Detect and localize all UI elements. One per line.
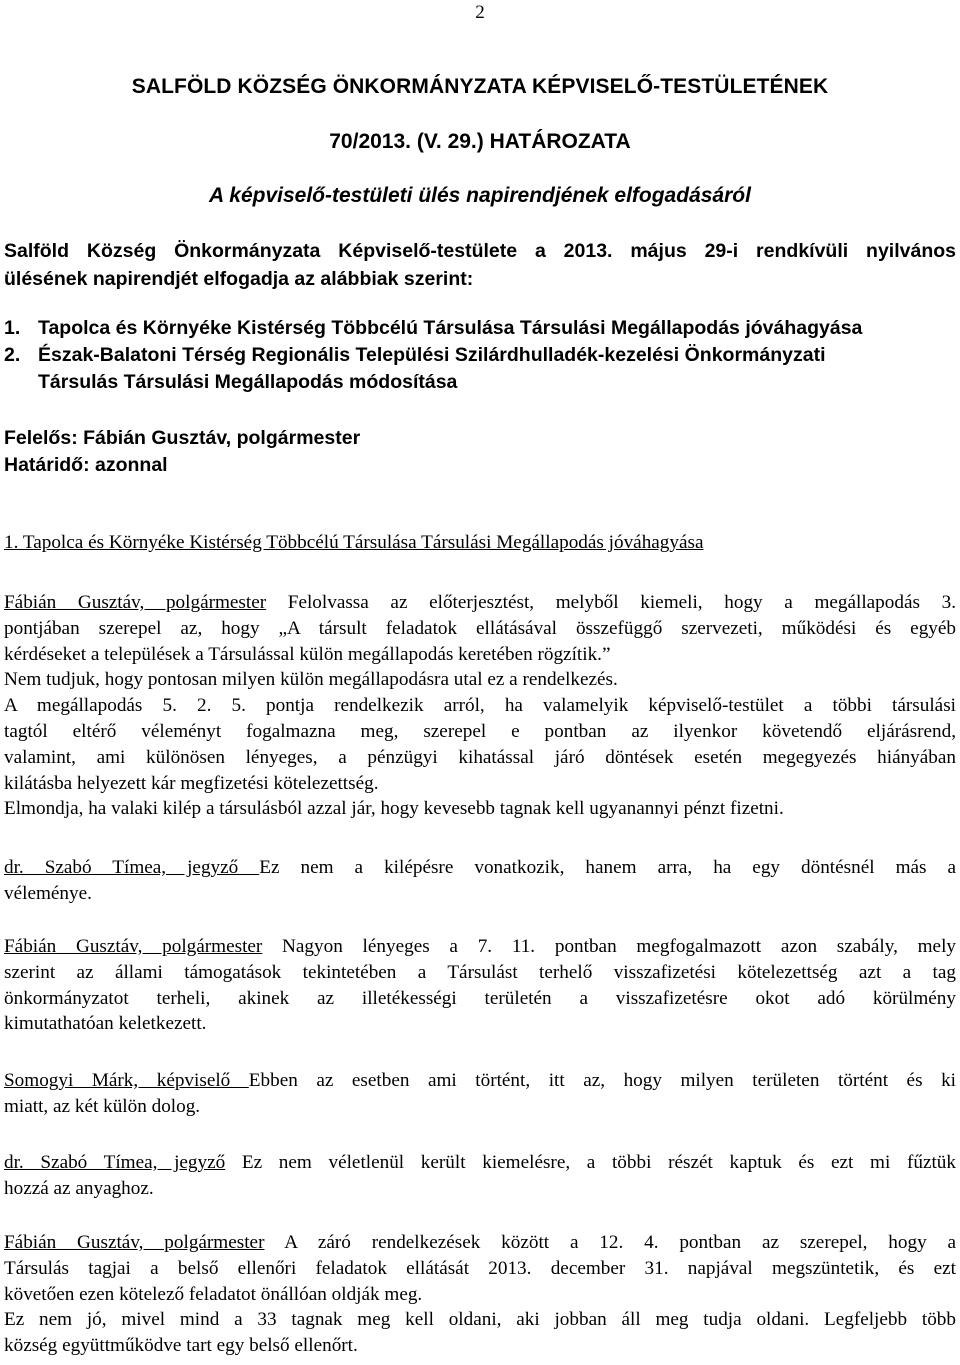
paragraph-text: önkormányzatot terheli, akinek az illetékességi területén a visszafizetésre okot adó körülmény bbox=[4, 987, 956, 1009]
paragraph-line bbox=[4, 693, 956, 719]
paragraph-text: tagtól eltérő véleményt fogalmazna meg, szerepel e pontban az ilyenkor követendő eljárásrend, bbox=[4, 720, 956, 742]
paragraph-text: Felolvassa az előterjesztést, melyből kiemeli, hogy a megállapodás 3. bbox=[266, 592, 956, 613]
agenda-item-line: Észak-Balatoni Térség Regionális Települési Szilárdhulladék-kezelési Önkormányzati bbox=[38, 344, 826, 366]
paragraph-text: pontjában szerepel az, hogy „A társult feladatok ellátásával összefüggő szervezeti, működési és egyéb bbox=[4, 617, 956, 639]
paragraph-text: Elmondja, ha valaki kilép a társulásból azzal jár, hogy kevesebb tagnak kell ugyanannyi pénzt fizetni. bbox=[4, 798, 784, 820]
speaker-paragraph bbox=[4, 1150, 956, 1202]
agenda-item-number: 1. bbox=[4, 317, 21, 339]
paragraph-text: véleménye. bbox=[4, 882, 92, 904]
paragraph-line bbox=[4, 616, 956, 642]
speaker-name: Fábián Gusztáv, polgármester bbox=[4, 592, 267, 613]
paragraph-text: miatt, az két külön dolog. bbox=[4, 1095, 201, 1117]
paragraph-text: követően ezen kötelező feladatot önállóan oldják meg. bbox=[4, 1283, 423, 1305]
paragraph-line bbox=[4, 642, 956, 668]
intro-line: ülésének napirendjét elfogadja az alábbiak szerint: bbox=[4, 268, 474, 290]
paragraph-line bbox=[4, 719, 956, 745]
speaker-paragraph bbox=[4, 1230, 956, 1359]
responsible-person: Felelős: Fábián Gusztáv, polgármester bbox=[4, 427, 361, 449]
paragraph-line bbox=[4, 1068, 956, 1094]
speaker-name: dr. Szabó Tímea, jegyző bbox=[4, 1152, 226, 1173]
paragraph-line bbox=[4, 934, 956, 960]
speaker-name: Fábián Gusztáv, polgármester bbox=[4, 1232, 265, 1253]
paragraph-text: A megállapodás 5. 2. 5. pontja rendelkezik arról, ha valamelyik képviselő-testület a többi társulási bbox=[4, 695, 956, 717]
paragraph-text: szerint az állami támogatások tekintetében a Társulást terhelő visszafizetési kötelezettség azt a tag bbox=[4, 961, 956, 983]
paragraph-text: hozzá az anyaghoz. bbox=[4, 1177, 154, 1199]
paragraph-line bbox=[4, 1094, 956, 1120]
paragraph-text: kilátásba helyezett kár megfizetési kötelezettség. bbox=[4, 772, 379, 794]
paragraph-line bbox=[4, 1282, 956, 1308]
speaker-paragraph bbox=[4, 590, 956, 822]
agenda-item bbox=[4, 315, 956, 342]
paragraph-line bbox=[4, 1256, 956, 1282]
agenda-item-number: 2. bbox=[4, 344, 21, 366]
speaker-name: Somogyi Márk, képviselő bbox=[4, 1070, 249, 1091]
paragraph-text: kérdéseket a települések a Társulással külön megállapodás keretében rögzítik.” bbox=[4, 643, 611, 665]
resolution-subject: A képviselő-testületi ülés napirendjének elfogadásáról bbox=[209, 184, 751, 207]
paragraph-text: kimutathatóan keletkezett. bbox=[4, 1013, 207, 1035]
paragraph-line bbox=[4, 1176, 956, 1202]
paragraph-text: valamint, ami különösen lényeges, a pénzügyi kihatással járó döntések esetén megegyezés hiányában bbox=[4, 746, 956, 768]
resolution-number: 70/2013. (V. 29.) HATÁROZATA bbox=[329, 130, 631, 153]
paragraph-line bbox=[4, 745, 956, 771]
agenda-item bbox=[4, 342, 956, 396]
paragraph-text: Ez nem a kilépésre vonatkozik, hanem arra, ha egy döntésnél más a bbox=[259, 857, 957, 878]
speaker-paragraph bbox=[4, 934, 956, 1037]
paragraph-line bbox=[4, 1150, 956, 1176]
paragraph-line bbox=[4, 960, 956, 986]
speaker-paragraph bbox=[4, 855, 956, 907]
paragraph-text: Társulás tagjai a belső ellenőri feladatok ellátását 2013. december 31. napjával megszüntetik, és ezt bbox=[4, 1257, 956, 1279]
speaker-paragraph bbox=[4, 1068, 956, 1120]
paragraph-line bbox=[4, 855, 956, 881]
paragraph-text: Nem tudjuk, hogy pontosan milyen külön megállapodásra utal ez a rendelkezés. bbox=[4, 669, 618, 691]
paragraph-text: Ez nem véletlenül került kiemelésre, a többi részét kaptuk és ezt mi fűztük bbox=[225, 1152, 956, 1173]
responsibility-block bbox=[4, 425, 956, 479]
paragraph-text: Ez nem jó, mivel mind a 33 tagnak meg kell oldani, aki jobban áll meg tudja oldani. Legfeljebb több bbox=[4, 1309, 956, 1331]
paragraph-line bbox=[4, 881, 956, 907]
paragraph-line bbox=[4, 590, 956, 616]
agenda-item-text bbox=[38, 342, 825, 396]
document-title: SALFÖLD KÖZSÉG ÖNKORMÁNYZATA KÉPVISELŐ-TESTÜLETÉNEK bbox=[131, 75, 829, 98]
paragraph-line bbox=[4, 986, 956, 1012]
paragraph-text: község együttműködve tart egy belső ellenőrt. bbox=[4, 1335, 358, 1357]
paragraph-line bbox=[4, 771, 956, 797]
paragraph-line bbox=[4, 667, 956, 693]
paragraph-line bbox=[4, 796, 956, 822]
section-heading: 1. Tapolca és Környéke Kistérség Többcélú Társulása Társulási Megállapodás jóváhagyása bbox=[4, 532, 704, 553]
agenda-item-text: Tapolca és Környéke Kistérség Többcélú Társulása Társulási Megállapodás jóváhagyása bbox=[38, 317, 863, 339]
paragraph-line bbox=[4, 1230, 956, 1256]
paragraph-text: A záró rendelkezések között a 12. 4. pontban az szerepel, hogy a bbox=[264, 1232, 957, 1253]
paragraph-line bbox=[4, 1011, 956, 1037]
paragraph-text: Nagyon lényeges a 7. 11. pontban megfogalmazott azon szabály, mely bbox=[262, 936, 956, 957]
agenda-item-line: Társulás Társulási Megállapodás módosítása bbox=[38, 371, 458, 393]
paragraph-line bbox=[4, 1307, 956, 1333]
page-number: 2 bbox=[475, 2, 485, 23]
speaker-name: Fábián Gusztáv, polgármester bbox=[4, 936, 263, 957]
intro-paragraph bbox=[4, 237, 956, 293]
agenda-list bbox=[4, 315, 956, 396]
paragraph-line bbox=[4, 1333, 956, 1359]
paragraph-text: Ebben az esetben ami történt, itt az, hogy milyen területen történt és ki bbox=[248, 1070, 956, 1091]
intro-line: Salföld Község Önkormányzata Képviselő-testülete a 2013. május 29-i rendkívüli nyilvános bbox=[4, 240, 956, 262]
deadline: Határidő: azonnal bbox=[4, 454, 168, 476]
speaker-name: dr. Szabó Tímea, jegyző bbox=[4, 857, 260, 878]
